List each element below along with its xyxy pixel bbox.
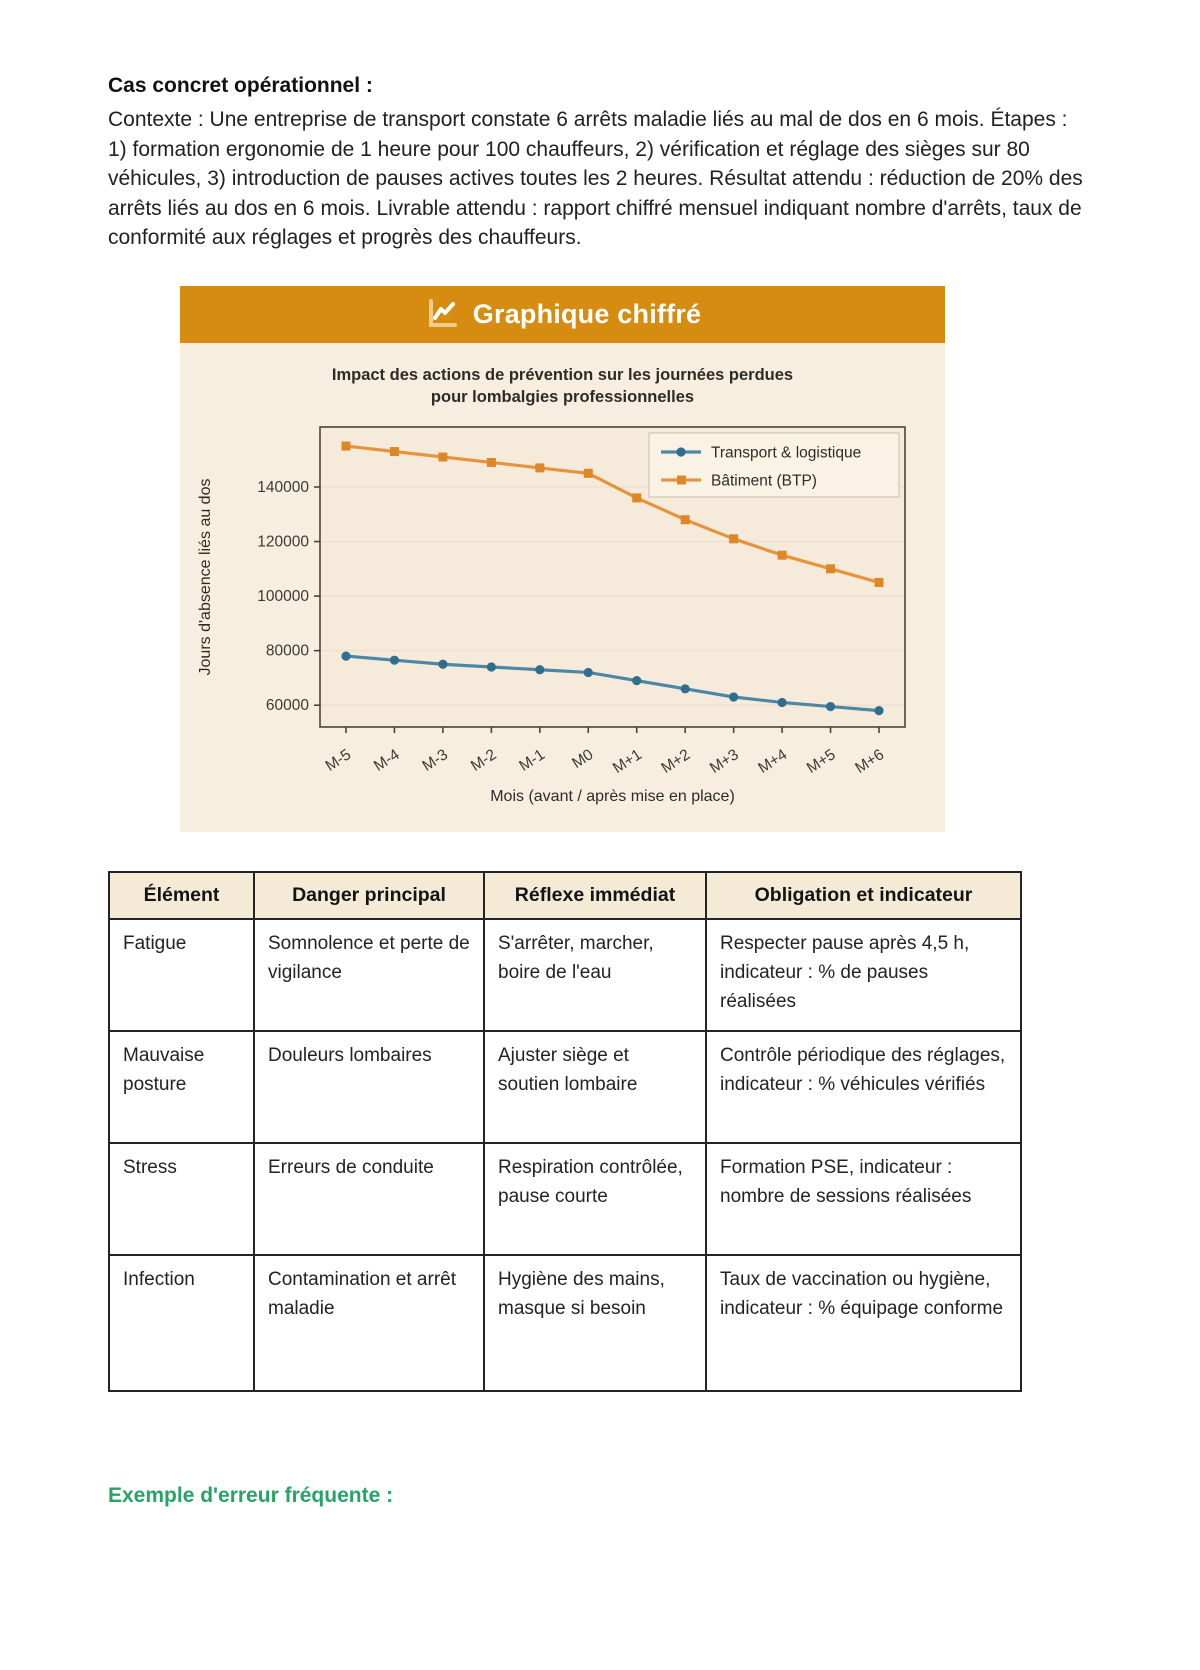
table-row xyxy=(109,1255,1021,1391)
svg-text:M-4: M-4 xyxy=(370,745,403,775)
table-cell: Formation PSE, indicateur : nombre de sessions réalisées xyxy=(706,1143,1021,1255)
chart-panel-body xyxy=(180,343,945,832)
svg-text:80000: 80000 xyxy=(265,642,309,660)
chart-panel xyxy=(180,286,945,832)
page-title: Cas concret opérationnel : xyxy=(108,74,373,97)
table-cell: Respecter pause après 4,5 h, indicateur : % de pauses réalisées xyxy=(706,919,1021,1031)
svg-text:Jours d'absence liés au dos: Jours d'absence liés au dos xyxy=(197,478,214,675)
column-header-danger: Danger principal xyxy=(254,872,484,919)
chart-title xyxy=(180,364,945,408)
table-row xyxy=(109,1143,1021,1255)
chart-title-line2: pour lombalgies professionnelles xyxy=(430,387,695,406)
svg-text:Bâtiment (BTP): Bâtiment (BTP) xyxy=(711,472,817,489)
svg-text:M+6: M+6 xyxy=(852,745,888,777)
table-cell: Respiration contrôlée, pause courte xyxy=(484,1143,706,1255)
chart-panel-header xyxy=(180,286,945,343)
table-cell: Ajuster siège et soutien lombaire xyxy=(484,1031,706,1143)
table-row xyxy=(109,919,1021,1031)
table-cell: Stress xyxy=(109,1143,254,1255)
svg-text:M+1: M+1 xyxy=(609,745,645,777)
table-cell: Contamination et arrêt maladie xyxy=(254,1255,484,1391)
table-header-row xyxy=(109,872,1021,919)
table-cell: Contrôle périodique des réglages, indicateur : % véhicules vérifiés xyxy=(706,1031,1021,1143)
context-paragraph: Contexte : Une entreprise de transport constate 6 arrêts maladie liés au mal de dos en 6 mois. Étapes : 1) formation ergonomie de 1 heure pour 100 chauffeurs, 2) vérification et réglage des sièges sur 80 véhicules, 3) introduction de pauses actives toutes les 2 heures. Résultat attendu : réduction de 20% des arrêts liés au dos en 6 mois. Livrable attendu : rapport chiffré mensuel indiquant nombre d'arrêts, taux de conformité aux réglages et progrès des chauffeurs. xyxy=(108,108,1083,249)
chart-title-line1: Impact des actions de prévention sur les journées perdues xyxy=(331,365,794,384)
svg-text:Mois (avant / après mise en pl: Mois (avant / après mise en place) xyxy=(490,787,735,805)
info-table xyxy=(108,871,1022,1392)
svg-text:60000: 60000 xyxy=(265,696,309,714)
table-cell: Infection xyxy=(109,1255,254,1391)
svg-text:M-1: M-1 xyxy=(516,745,548,775)
svg-text:M+3: M+3 xyxy=(706,745,742,777)
column-header-obligation: Obligation et indicateur xyxy=(706,872,1021,919)
svg-text:M-2: M-2 xyxy=(467,745,500,775)
svg-text:M+2: M+2 xyxy=(658,745,694,777)
svg-text:140000: 140000 xyxy=(257,478,309,496)
table-cell: Hygiène des mains, masque si besoin xyxy=(484,1255,706,1391)
svg-text:M+4: M+4 xyxy=(755,745,791,777)
svg-text:120000: 120000 xyxy=(257,533,309,551)
chart-plot-area xyxy=(180,417,945,814)
table-cell: Taux de vaccination ou hygiène, indicateur : % équipage conforme xyxy=(706,1255,1021,1391)
table-cell: Erreurs de conduite xyxy=(254,1143,484,1255)
chart-svg xyxy=(180,417,945,809)
svg-text:M+5: M+5 xyxy=(803,745,839,777)
table-cell: Mauvaise posture xyxy=(109,1031,254,1143)
line-chart-icon xyxy=(424,296,460,332)
table-cell: Fatigue xyxy=(109,919,254,1031)
table-cell: Douleurs lombaires xyxy=(254,1031,484,1143)
table-cell: Somnolence et perte de vigilance xyxy=(254,919,484,1031)
column-header-element: Élément xyxy=(109,872,254,919)
svg-text:M-5: M-5 xyxy=(322,745,355,775)
table-cell: S'arrêter, marcher, boire de l'eau xyxy=(484,919,706,1031)
chart-panel-title: Graphique chiffré xyxy=(472,298,702,329)
svg-text:M-3: M-3 xyxy=(419,745,452,775)
error-example-heading: Exemple d'erreur fréquente : xyxy=(108,1483,394,1507)
svg-text:Transport & logistique: Transport & logistique xyxy=(711,444,862,461)
column-header-reflexe: Réflexe immédiat xyxy=(484,872,706,919)
svg-text:100000: 100000 xyxy=(257,587,309,605)
table-row xyxy=(109,1031,1021,1143)
svg-text:M0: M0 xyxy=(569,745,597,772)
